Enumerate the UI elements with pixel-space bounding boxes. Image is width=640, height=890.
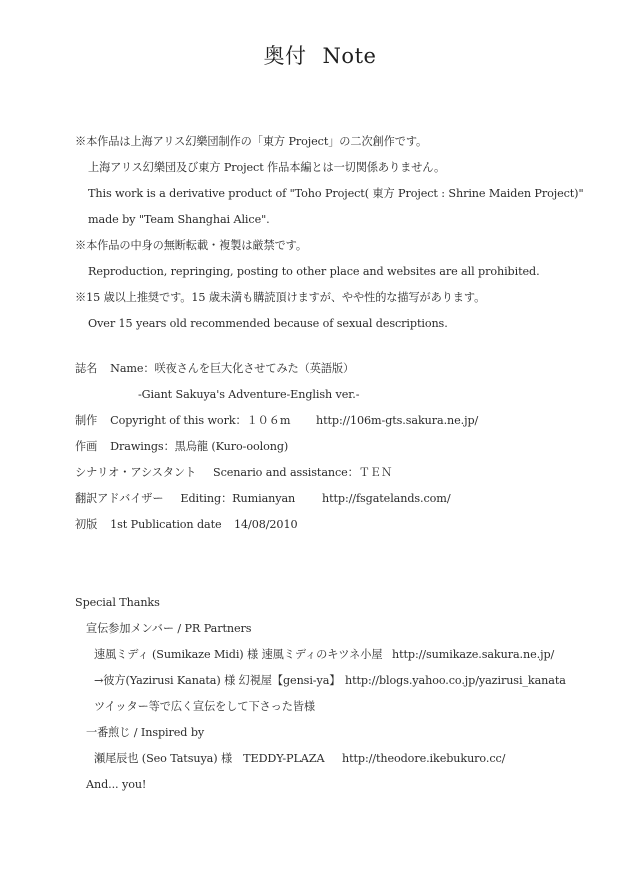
credit-editing-text: Editing：Rumianyan [180, 492, 296, 505]
credit-editing-label: 翻訳アドバイザー [75, 492, 164, 505]
credit-subtitle: -Giant Sakuya's Adventure-English ver.- [138, 388, 360, 401]
notice-line: made by "Team Shanghai Alice". [88, 213, 270, 226]
credit-drawings [75, 440, 288, 454]
credit-publication-label: 初版 [75, 518, 98, 531]
credit-name [75, 362, 354, 376]
credit-copyright-label: 制作 [75, 414, 98, 427]
closing-line: And... you! [86, 778, 147, 791]
credit-publication [75, 518, 222, 532]
credit-scenario [75, 466, 392, 480]
pr-partner-item: 速風ミディ (Sumikaze Midi) 様 速風ミディのキツネ小屋 [94, 648, 383, 661]
credit-scenario-label: シナリオ・アシスタント [75, 466, 197, 479]
pr-partner-item: →彼方(Yazirusi Kanata) 様 幻視屋【gensi-ya】 [94, 674, 341, 687]
credit-scenario-text: Scenario and assistance：ＴＥＮ [213, 466, 393, 479]
title-jp: 奥付 [263, 44, 307, 68]
inspired-url[interactable]: http://theodore.ikebukuro.cc/ [342, 752, 506, 765]
notice-line: This work is a derivative product of "Toho Project( 東方 Project : Shrine Maiden Project)" [88, 187, 584, 200]
notice-line: 上海アリス幻樂団及び東方 Project 作品本編とは一切関係ありません。 [88, 161, 446, 174]
notice-line: ※本作品の中身の無断転載・複製は厳禁です。 [75, 239, 307, 252]
inspired-heading: 一番煎じ / Inspired by [86, 726, 205, 739]
pr-partners-heading: 宣伝参加メンバー / PR Partners [86, 622, 252, 635]
title-en: Note [322, 44, 377, 68]
pr-partner-url[interactable]: http://sumikaze.sakura.ne.jp/ [392, 648, 555, 661]
credit-name-text: Name：咲夜さんを巨大化させてみた（英語版） [110, 362, 355, 375]
credit-publication-text: 1st Publication date [110, 518, 222, 531]
pr-partner-item: ツイッター等で広く宣伝をして下さった皆様 [94, 700, 315, 713]
credit-name-label: 誌名 [75, 362, 98, 375]
inspired-item: 瀬尾辰也 (Seo Tatsuya) 様 TEDDY-PLAZA [94, 752, 325, 765]
credit-copyright-url[interactable]: http://106m-gts.sakura.ne.jp/ [316, 414, 479, 427]
special-thanks-heading: Special Thanks [75, 596, 160, 609]
notice-line: Over 15 years old recommended because of sexual descriptions. [88, 317, 448, 330]
credit-editing-url[interactable]: http://fsgatelands.com/ [322, 492, 451, 505]
credit-copyright-text: Copyright of this work：１０６m [110, 414, 291, 427]
credit-copyright [75, 414, 290, 428]
credit-publication-date: 14/08/2010 [234, 518, 298, 531]
credit-drawings-label: 作画 [75, 440, 98, 453]
pr-partner-url[interactable]: http://blogs.yahoo.co.jp/yazirusi_kanata [345, 674, 566, 687]
notice-line: Reproduction, repringing, posting to other place and websites are all prohibited. [88, 265, 540, 278]
credit-drawings-text: Drawings：黒烏龍 (Kuro-oolong) [110, 440, 289, 453]
page-title [0, 40, 640, 70]
notice-line: ※本作品は上海アリス幻樂団制作の「東方 Project」の二次創作です。 [75, 135, 428, 148]
credit-editing [75, 492, 295, 506]
notice-line: ※15 歳以上推奨です。15 歳未満も購読頂けますが、やや性的な描写があります。 [75, 291, 486, 304]
